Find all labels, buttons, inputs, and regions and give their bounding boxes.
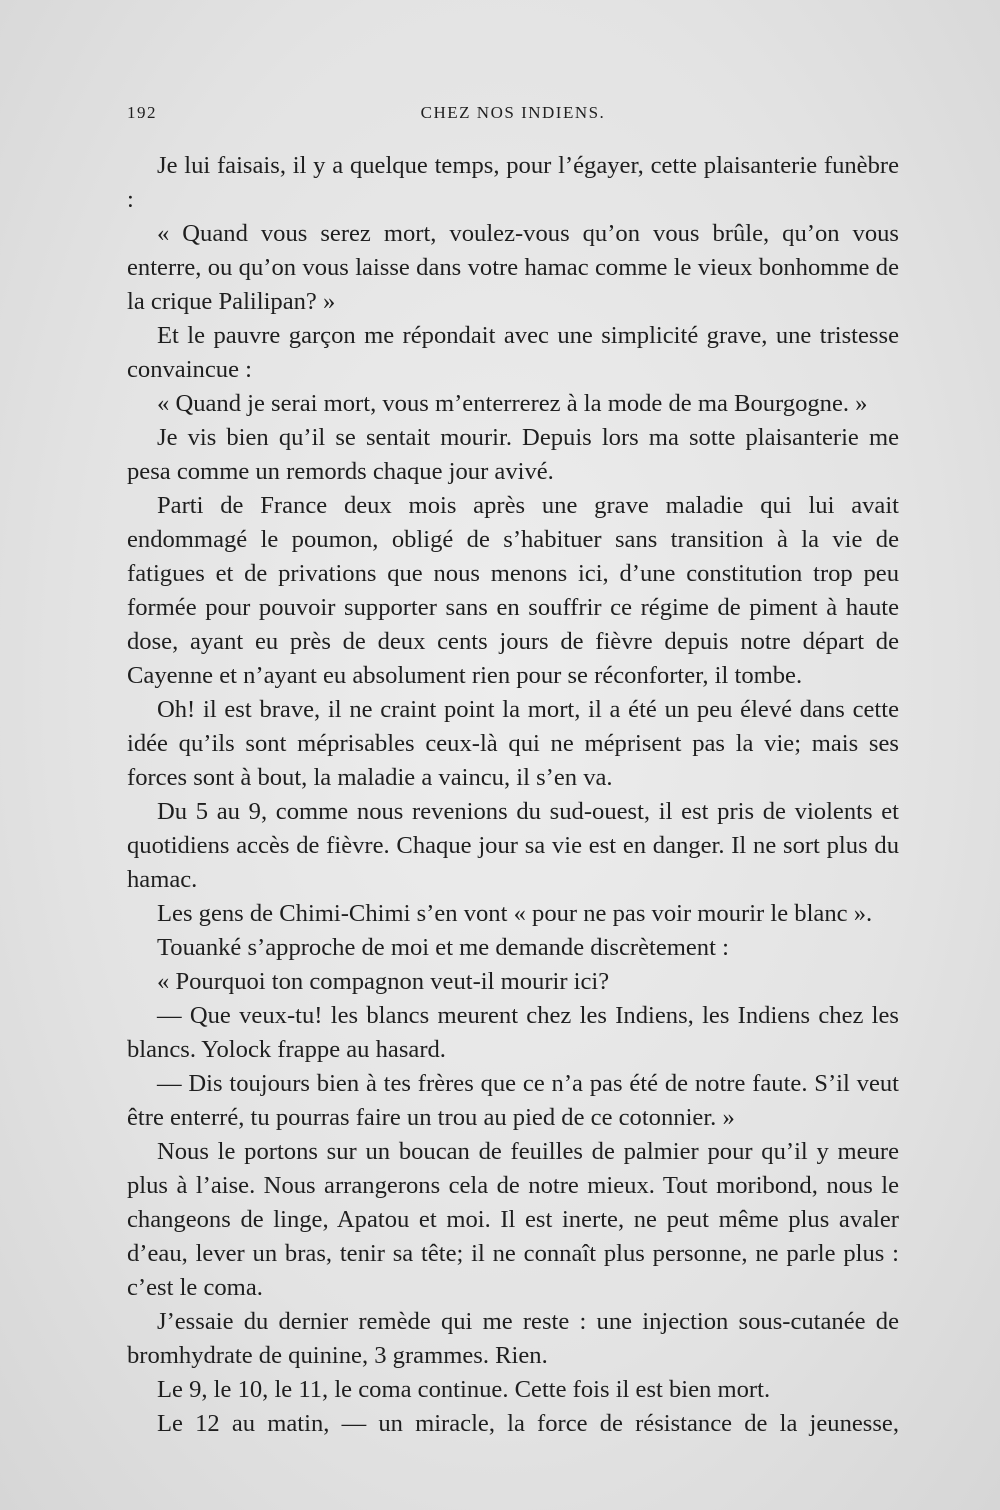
paragraph: Oh! il est brave, il ne craint point la mort, il a été un peu élevé dans cette idée qu’ils sont méprisables ceux-là qui ne méprisent pas la vie; mais ses forces sont à bout, la maladie a vaincu, il s’en va. — [127, 696, 899, 791]
paragraph: J’essaie du dernier remède qui me reste : une injection sous-cutanée de bromhydrate de quinine, 3 grammes. Rien. — [127, 1308, 899, 1369]
paragraph: « Quand vous serez mort, voulez-vous qu’on vous brûle, qu’on vous enterre, ou qu’on vous laisse dans votre hamac comme le vieux bonhomme de la crique Palilipan? » — [127, 220, 899, 315]
paragraph: — Dis toujours bien à tes frères que ce n’a pas été de notre faute. S’il veut être enterré, tu pourras faire un trou au pied de ce cotonnier. » — [127, 1070, 899, 1131]
paragraph: Le 12 au matin, — un miracle, la force de résistance de la jeunesse, — [157, 1410, 899, 1437]
paragraph: Touanké s’approche de moi et me demande discrètement : — [157, 934, 729, 961]
paragraph: Les gens de Chimi-Chimi s’en vont « pour ne pas voir mourir le blanc ». — [157, 900, 873, 927]
running-head: CHEZ NOS INDIENS. — [420, 103, 606, 122]
paragraph: Du 5 au 9, comme nous revenions du sud-ouest, il est pris de violents et quotidiens accès de fièvre. Chaque jour sa vie est en danger. Il ne sort plus du hamac. — [127, 798, 899, 893]
paragraph: Nous le portons sur un boucan de feuilles de palmier pour qu’il y meure plus à l’aise. Nous arrangerons cela de notre mieux. Tout moribond, nous le changeons de linge, Apatou et moi. Il est inerte, ne peut même plus avaler d’eau, lever un bras, tenir sa tête; il ne connaît plus personne, ne parle plus : c’est le coma. — [127, 1138, 899, 1301]
paragraph: Le 9, le 10, le 11, le coma continue. Cette fois il est bien mort. — [157, 1376, 771, 1403]
page-number: 192 — [127, 103, 157, 122]
paragraph: Et le pauvre garçon me répondait avec une simplicité grave, une tristesse convaincue : — [127, 322, 899, 383]
page-header — [127, 103, 899, 129]
paragraph: Je vis bien qu’il se sentait mourir. Depuis lors ma sotte plaisanterie me pesa comme un remords chaque jour avivé. — [127, 424, 899, 485]
body-text — [127, 149, 899, 1441]
paragraph: — Que veux-tu! les blancs meurent chez les Indiens, les Indiens chez les blancs. Yolock frappe au hasard. — [127, 1002, 899, 1063]
paragraph: Parti de France deux mois après une grave maladie qui lui avait endommagé le poumon, obligé de s’habituer sans transition à la vie de fatigues et de privations que nous menons ici, d’une constitution trop peu formée pour pouvoir supporter sans en souffrir ce régime de piment à haute dose, ayant eu près de deux cents jours de fièvre depuis notre départ de Cayenne et n’ayant eu absolument rien pour se réconforter, il tombe. — [127, 492, 899, 689]
paragraph: « Pourquoi ton compagnon veut-il mourir ici? — [157, 968, 610, 995]
paragraph: Je lui faisais, il y a quelque temps, pour l’égayer, cette plaisanterie funèbre : — [127, 152, 899, 213]
paragraph: « Quand je serai mort, vous m’enterrerez à la mode de ma Bourgogne. » — [157, 390, 868, 417]
